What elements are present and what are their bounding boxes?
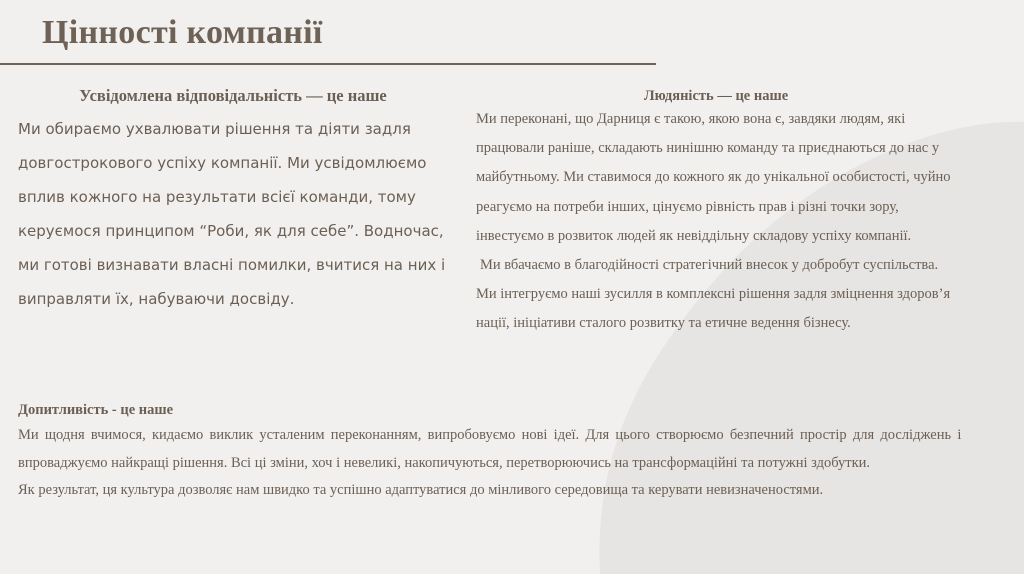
value-humanity [476,88,956,339]
responsibility-heading: Усвідомлена відповідальність — це наше [79,86,387,105]
curiosity-heading: Допитливість - це наше [18,402,174,418]
curiosity-text-line-1: Ми щодня вчимося, кидаємо виклик усталеним переконанням, випробовуємо нові ідеї. Для цього створюємо безпечний простір для досліджень і [18,427,962,443]
title-divider [0,63,656,65]
curiosity-text-line-2: впроваджуємо найкращі рішення. Всі ці зміни, хоч і невеликі, накопичуються, перетворюючись на трансформаційні та потужні здобутки. [18,455,871,471]
humanity-text-paragraph-2: Ми вбачаємо в благодійності стратегічний внесок у добробут суспільства. Ми інтегруємо наші зусилля в комплексні рішення задля зміцнення здоров’я нації, ініціативи сталого розвитку та етичне ведення бізнесу. [476,257,951,332]
humanity-heading: Людяність — це наше [643,88,789,104]
value-responsibility [18,86,448,316]
responsibility-text: Ми обираємо ухвалювати рішення та діяти задля довгострокового успіху компанії. Ми усвідомлюємо вплив кожного на результати всієї команди, тому керуємося принципом “Роби, як для себе”. Водночас, ми готові визнавати власні помилки, вчитися на них і виправляти їх, набуваючи досвіду. [18,120,446,308]
page-title: Цінності компанії [42,14,323,51]
value-curiosity [18,399,1024,503]
curiosity-text-line-3: Як результат, ця культура дозволяє нам швидко та успішно адаптуватися до мінливого середовища та керувати невизначеностями. [18,482,824,498]
humanity-text-paragraph-1: Ми переконані, що Дарниця є такою, якою вона є, завдяки людям, які працювали раніше, складають нинішню команду та приєднаються до нас у майбутньому. Ми ставимося до кожного як до унікальної особистості, чуйно реагуємо на потреби інших, цінуємо рівність прав і різні точки зору, інвестуємо в розвиток людей як невіддільну складову успіху компанії. [476,111,951,244]
